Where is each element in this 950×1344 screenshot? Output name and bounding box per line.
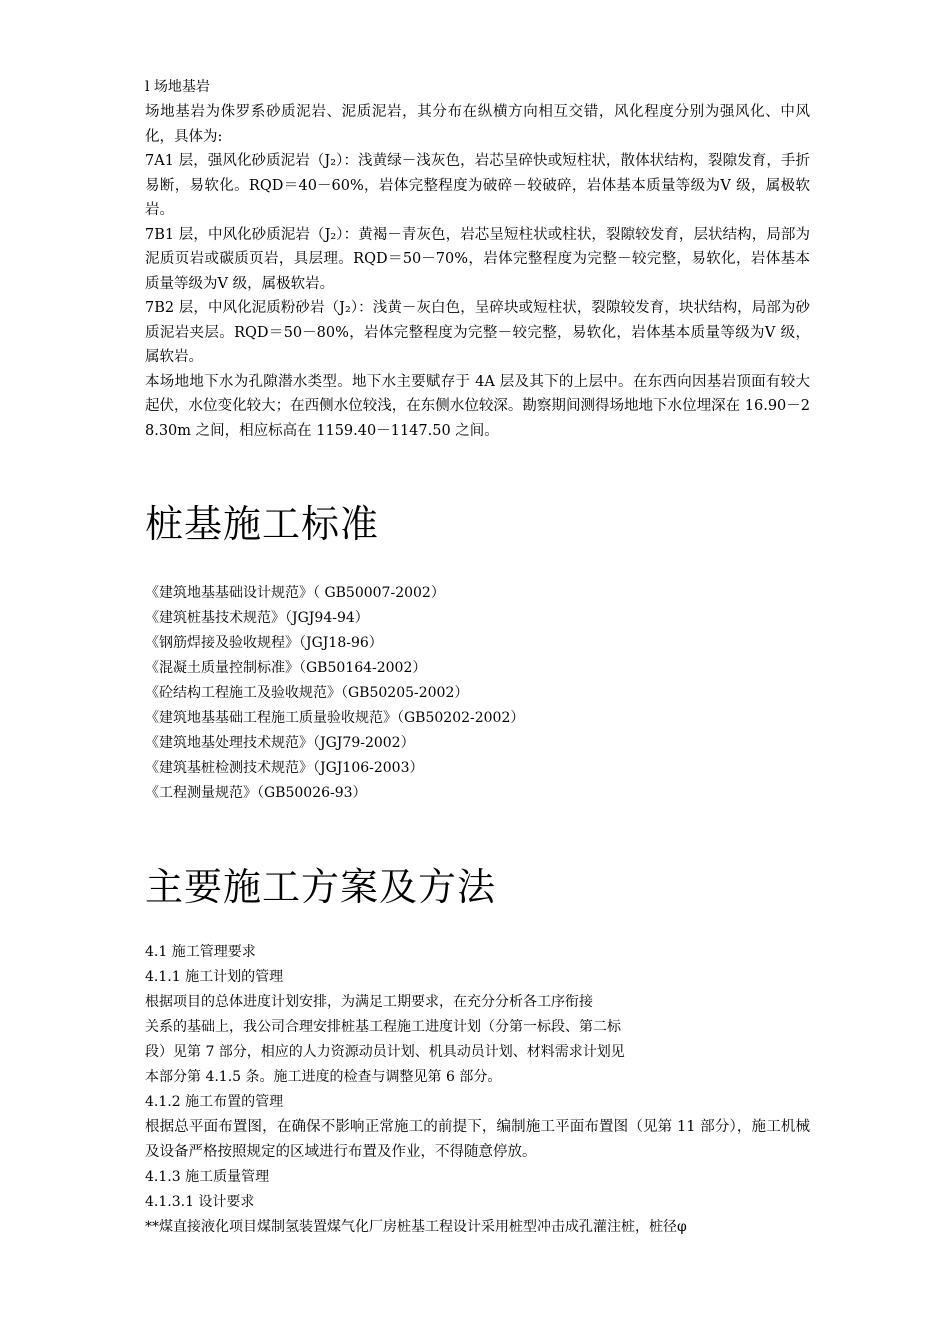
standard-item: 《钢筋焊接及验收规程》（JGJ18-96）	[145, 635, 383, 651]
plan-line: 本部分第 4.1.5 条。施工进度的检查与调整见第 6 部分。	[145, 1069, 502, 1085]
plan-line: 关系的基础上，我公司合理安排桩基工程施工进度计划（分第一标段、第二标	[145, 1019, 621, 1035]
standards-list	[145, 581, 810, 806]
design-paragraph: **煤直接液化项目煤制氢装置煤气化厂房桩基工程设计采用桩型冲击成孔灌注桩，桩径φ	[145, 1219, 687, 1235]
geology-intro: 场地基岩为侏罗系砂质泥岩、泥质泥岩，其分布在纵横方向相互交错，风化程度分别为强风化、中风化，具体为:	[145, 104, 810, 145]
standard-item: 《建筑基桩检测技术规范》（JGJ106-2003）	[145, 760, 424, 776]
standard-item: 《建筑地基处理技术规范》（JGJ79-2002）	[145, 735, 415, 751]
plan-line: 段）见第 7 部分，相应的人力资源动员计划、机具动员计划、材料需求计划见	[145, 1044, 625, 1060]
heading-4-1-3-1: 4.1.3.1 设计要求	[145, 1194, 255, 1210]
layout-paragraph: 根据总平面布置图，在确保不影响正常施工的前提下，编制施工平面布置图（见第 11 部分），施工机械及设备严格按照规定的区域进行布置及作业，不得随意停放。	[145, 1119, 810, 1160]
plan-line: 根据项目的总体进度计划安排，为满足工期要求，在充分分析各工序衔接	[145, 994, 593, 1010]
methods-title: 主要施工方案及方法	[145, 865, 497, 909]
layer-7b1-paragraph: 7B1 层，中风化砂质泥岩（J₂）：黄褐－青灰色，岩芯呈短柱状或柱状，裂隙较发育，层状结构，局部为泥质页岩或碳质页岩，具层理。RQD＝50－70%，岩体完整程度为完整－较完整，易软化，岩体基本质量等级为Ⅴ 级，属极软岩。	[145, 226, 810, 292]
standards-title: 桩基施工标准	[145, 502, 380, 546]
heading-4-1-2: 4.1.2 施工布置的管理	[145, 1094, 284, 1110]
layer-7a1-paragraph: 7A1 层，强风化砂质泥岩（J₂）：浅黄绿－浅灰色，岩芯呈碎快或短柱状，散体状结构，裂隙发育，手折易断，易软化。RQD＝40－60%，岩体完整程度为破碎－较破碎，岩体基本质量等级为Ⅴ 级，属极软岩。	[145, 153, 810, 218]
standard-item: 《建筑桩基技术规范》（JGJ94-94）	[145, 610, 369, 626]
groundwater-paragraph: 本场地地下水为孔隙潜水类型。地下水主要赋存于 4A 层及其下的上层中。在东西向因基岩顶面有较大起伏，水位变化较大；在西侧水位较浅，在东侧水位较深。勘察期间测得场地地下水位埋深在 16.90－28.30m 之间，相应标高在 1159.40－1147.50 之间。	[145, 373, 810, 439]
standard-item: 《工程测量规范》（GB50026-93）	[145, 785, 367, 801]
standard-item: 《建筑地基基础设计规范》（ GB50007-2002）	[145, 585, 445, 601]
layer-7b2-paragraph: 7B2 层，中风化泥质粉砂岩（J₂）：浅黄－灰白色，呈碎块或短柱状，裂隙较发育，块状结构，局部为砂质泥岩夹层。RQD＝50－80%，岩体完整程度为完整－较完整，易软化，岩体基本质量等级为Ⅴ 级，属软岩。	[145, 300, 810, 365]
methods-section	[145, 940, 810, 1240]
geology-section	[145, 75, 810, 443]
geology-heading: l 场地基岩	[145, 79, 210, 95]
standard-item: 《砼结构工程施工及验收规范》（GB50205-2002）	[145, 685, 469, 701]
heading-4-1-1: 4.1.1 施工计划的管理	[145, 969, 284, 985]
standard-item: 《建筑地基基础工程施工质量验收规范》（GB50202-2002）	[145, 710, 525, 726]
heading-4-1: 4.1 施工管理要求	[145, 944, 256, 960]
standard-item: 《混凝土质量控制标准》（GB50164-2002）	[145, 660, 427, 676]
heading-4-1-3: 4.1.3 施工质量管理	[145, 1169, 270, 1185]
document-page	[145, 75, 810, 1240]
